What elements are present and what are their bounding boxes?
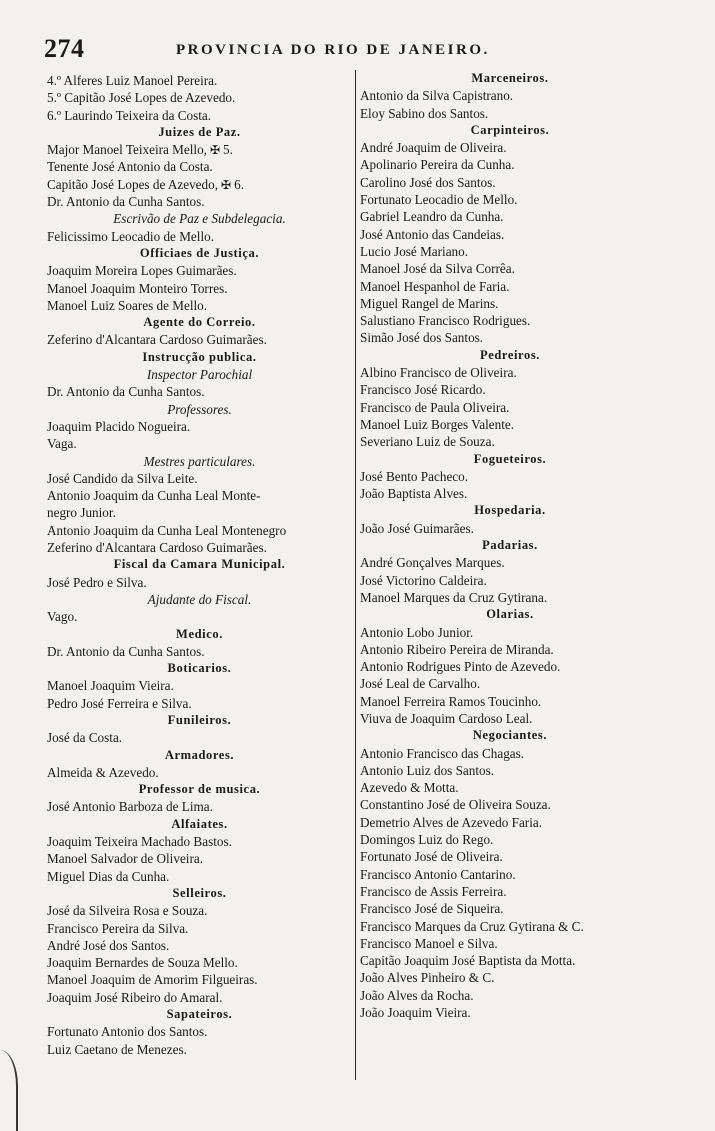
section-heading (360, 502, 660, 519)
entry-text: Miguel Dias da Cunha. (47, 868, 170, 884)
directory-entry (360, 554, 660, 571)
directory-entry (47, 383, 352, 400)
entry-number: 5. (223, 142, 233, 158)
entry-text: André José dos Santos. (47, 937, 170, 953)
entry-text: Selleiros. (172, 885, 227, 900)
entry-text: Agente do Correio. (143, 315, 256, 330)
entry-text: José Antonio das Candeias. (360, 226, 505, 242)
directory-entry (360, 762, 660, 779)
entry-text: Mestres particulares. (143, 453, 256, 469)
directory-entry (47, 574, 352, 591)
directory-entry (360, 399, 660, 416)
entry-text: Azevedo & Motta. (360, 780, 459, 796)
entry-text: Hospedaria. (474, 503, 546, 518)
page-header (44, 34, 664, 66)
entry-text: Domingos Luiz do Rego. (360, 832, 494, 848)
entry-text: Joaquim Placido Nogueira. (47, 418, 191, 434)
entry-text: Francisco Antonio Cantarino. (360, 866, 516, 882)
directory-entry (360, 641, 660, 658)
section-heading (360, 122, 660, 139)
entry-text: Antonio Rodrigues Pinto de Azevedo. (360, 659, 561, 675)
directory-entry (47, 798, 352, 815)
directory-entry (360, 381, 660, 398)
section-subheading (47, 401, 352, 418)
section-heading (47, 124, 352, 141)
entry-text: Gabriel Leandro da Cunha. (360, 209, 504, 225)
directory-entry (47, 937, 352, 954)
directory-entry (47, 850, 352, 867)
entry-text: Almeida & Azevedo. (47, 764, 159, 780)
section-heading (47, 816, 352, 833)
directory-entry (360, 243, 660, 260)
entry-text: Dr. Antonio da Cunha Santos. (47, 643, 205, 659)
entry-text: Francisco Manoel e Silva. (360, 935, 498, 951)
directory-entry (47, 470, 352, 487)
directory-entry (360, 866, 660, 883)
entry-text: Fortunato Antonio dos Santos. (47, 1024, 208, 1040)
entry-text: Antonio Joaquim da Cunha Leal Monte- (47, 488, 261, 504)
entry-text: Francisco José de Siqueira. (360, 901, 504, 917)
entry-text: Manoel Marques da Cruz Gytirana. (360, 589, 548, 605)
directory-entry (47, 971, 352, 988)
directory-entry (360, 987, 660, 1004)
directory-entry (360, 624, 660, 641)
directory-entry (47, 504, 352, 521)
directory-entry (47, 280, 352, 297)
directory-entry (360, 900, 660, 917)
entry-text: Manoel Luiz Borges Valente. (360, 416, 515, 432)
entry-text: José Antonio Barboza de Lima. (47, 799, 213, 815)
directory-entry (47, 539, 352, 556)
directory-entry (360, 433, 660, 450)
directory-entry (360, 364, 660, 381)
entry-text: Francisco José Ricardo. (360, 382, 486, 398)
entry-text: Marceneiros. (471, 71, 549, 85)
directory-entry (360, 779, 660, 796)
entry-text: Albino Francisco de Oliveira. (360, 365, 517, 381)
directory-entry (47, 176, 352, 193)
entry-text: Vago. (47, 609, 78, 625)
entry-text: José Candido da Silva Leite. (47, 470, 198, 486)
directory-entry (360, 1004, 660, 1021)
entry-text: Professor de musica. (138, 782, 261, 797)
entry-text: Vaga. (47, 436, 77, 452)
section-heading (47, 712, 352, 729)
entry-text: Luiz Caetano de Menezes. (47, 1041, 187, 1057)
directory-entry (360, 918, 660, 935)
directory-entry (47, 297, 352, 314)
directory-entry (360, 156, 660, 173)
directory-entry (360, 675, 660, 692)
directory-entry (47, 141, 352, 158)
entry-text: Constantino José de Oliveira Souza. (360, 797, 551, 813)
entry-text: Joaquim Teixeira Machado Bastos. (47, 834, 232, 850)
directory-entry (360, 105, 660, 122)
entry-text: negro Junior. (47, 505, 116, 521)
entry-text: Manoel Ferreira Ramos Toucinho. (360, 693, 542, 709)
directory-entry (47, 193, 352, 210)
entry-number: 6. (234, 176, 244, 192)
entry-text: Severiano Luiz de Souza. (360, 434, 495, 450)
entry-text: Pedreiros. (479, 347, 541, 362)
entry-text: Joaquim José Ribeiro do Amaral. (47, 989, 223, 1005)
section-heading (47, 245, 352, 262)
section-heading (360, 451, 660, 468)
directory-entry (360, 208, 660, 225)
entry-text: Simão José dos Santos. (360, 330, 484, 346)
directory-entry (47, 954, 352, 971)
entry-text: Capitão Joaquim José Baptista da Motta. (360, 953, 576, 969)
section-heading (360, 606, 660, 623)
entry-text: Professores. (167, 401, 232, 417)
directory-entry (360, 969, 660, 986)
section-heading (360, 537, 660, 554)
entry-text: Francisco Pereira da Silva. (47, 920, 189, 936)
directory-entry (47, 158, 352, 175)
left-column (47, 72, 352, 1058)
directory-entry (47, 262, 352, 279)
directory-entry (360, 468, 660, 485)
entry-text: Instrucção publica. (142, 349, 257, 364)
entry-text: Juizes de Paz. (158, 124, 241, 139)
entry-text: Alfaiates. (171, 816, 228, 831)
directory-entry (47, 608, 352, 625)
entry-text: José Victorino Caldeira. (360, 572, 487, 588)
section-subheading (47, 366, 352, 383)
entry-text: Felicissimo Leocadio de Mello. (47, 228, 215, 244)
entry-text: André Gonçalves Marques. (360, 555, 505, 571)
directory-entry (360, 139, 660, 156)
cross-symbol-icon: ✠ (221, 177, 232, 192)
directory-entry (47, 833, 352, 850)
directory-entry (47, 72, 352, 89)
section-subheading (47, 453, 352, 470)
directory-entry (360, 589, 660, 606)
entry-text: Antonio Ribeiro Pereira de Miranda. (360, 641, 554, 657)
cross-symbol-icon: ✠ (209, 143, 221, 158)
entry-text: Lucio José Mariano. (360, 243, 469, 259)
section-heading (47, 349, 352, 366)
directory-entry (47, 902, 352, 919)
section-heading (47, 781, 352, 798)
entry-text: Inspector Parochial (146, 367, 253, 383)
entry-text: Fortunato José de Oliveira. (360, 849, 503, 865)
section-heading (47, 660, 352, 677)
directory-entry (47, 764, 352, 781)
entry-text: Carpinteiros. (470, 122, 550, 137)
directory-entry (47, 868, 352, 885)
entry-text: José Bento Pacheco. (360, 468, 469, 484)
column-divider (355, 70, 356, 1080)
entry-text: Miguel Rangel de Marins. (360, 295, 499, 311)
directory-entry (360, 312, 660, 329)
section-heading (360, 727, 660, 744)
entry-text: Joaquim Moreira Lopes Guimarães. (47, 263, 237, 279)
entry-text: João José Guimarães. (360, 520, 474, 536)
entry-text: Manoel Hespanhol de Faria. (360, 278, 510, 294)
directory-entry (360, 416, 660, 433)
section-heading (47, 747, 352, 764)
entry-text: Funileiros. (167, 712, 232, 727)
entry-text: 5.º Capitão José Lopes de Azevedo. (47, 90, 236, 106)
entry-text: Antonio Luiz dos Santos. (360, 762, 495, 778)
directory-entry (360, 329, 660, 346)
section-heading (47, 626, 352, 643)
entry-text: Dr. Antonio da Cunha Santos. (47, 194, 205, 210)
entry-text: Zeferino d'Alcantara Cardoso Guimarães. (47, 540, 267, 556)
entry-text: Joaquim Bernardes de Souza Mello. (47, 955, 238, 971)
entry-text: Fiscal da Camara Municipal. (113, 557, 286, 572)
directory-entry (360, 710, 660, 727)
entry-text: Zeferino d'Alcantara Cardoso Guimarães. (47, 332, 267, 348)
directory-entry (360, 745, 660, 762)
section-heading (47, 314, 352, 331)
directory-entry (360, 952, 660, 969)
directory-entry (360, 520, 660, 537)
entry-text: Antonio Joaquim da Cunha Leal Montenegro (47, 522, 287, 538)
page-edge-shadow (0, 1050, 18, 1131)
entry-text: Armadores. (164, 747, 235, 762)
directory-entry (360, 831, 660, 848)
directory-entry (360, 260, 660, 277)
entry-text: 4.º Alferes Luiz Manoel Pereira. (47, 73, 218, 88)
entry-text: Major Manoel Teixeira Mello, (47, 142, 207, 158)
entry-text: Salustiano Francisco Rodrigues. (360, 313, 531, 329)
entry-text: Officiaes de Justiça. (139, 245, 260, 260)
page-number: 274 (44, 34, 85, 63)
entry-text: José Leal de Carvalho. (360, 676, 481, 692)
section-heading (47, 885, 352, 902)
entry-text: Demetrio Alves de Azevedo Faria. (360, 814, 543, 830)
entry-text: Medico. (176, 626, 223, 641)
section-heading (47, 1006, 352, 1023)
entry-text: Dr. Antonio da Cunha Santos. (47, 384, 205, 400)
entry-text: Francisco de Paula Oliveira. (360, 399, 510, 415)
directory-entry (47, 435, 352, 452)
directory-entry (47, 89, 352, 106)
directory-entry (360, 278, 660, 295)
directory-entry (360, 226, 660, 243)
directory-entry (360, 883, 660, 900)
directory-entry (360, 848, 660, 865)
directory-entry (360, 935, 660, 952)
directory-entry (360, 191, 660, 208)
directory-entry (360, 572, 660, 589)
section-heading (47, 556, 352, 573)
entry-text: Ajudante do Fiscal. (147, 591, 252, 607)
entry-text: João Alves da Rocha. (360, 987, 474, 1003)
directory-entry (47, 1023, 352, 1040)
entry-text: João Joaquim Vieira. (360, 1005, 471, 1021)
directory-entry (47, 695, 352, 712)
directory-entry (360, 693, 660, 710)
entry-text: Francisco Marques da Cruz Gytirana & C. (360, 918, 584, 934)
entry-text: Manoel Luiz Soares de Mello. (47, 297, 208, 313)
right-column (360, 70, 660, 1021)
directory-entry (47, 643, 352, 660)
entry-text: Manoel Salvador de Oliveira. (47, 851, 204, 867)
entry-text: Carolino José dos Santos. (360, 174, 496, 190)
entry-text: 6.º Laurindo Teixeira da Costa. (47, 107, 212, 123)
directory-entry (360, 87, 660, 104)
entry-text: José da Silveira Rosa e Souza. (47, 903, 208, 919)
entry-text: Manoel Joaquim Monteiro Torres. (47, 280, 228, 296)
entry-text: José Pedro e Silva. (47, 574, 147, 590)
entry-text: Francisco de Assis Ferreira. (360, 883, 507, 899)
entry-text: Olarias. (486, 607, 534, 622)
entry-text: Manoel Joaquim Vieira. (47, 678, 174, 694)
section-subheading (47, 591, 352, 608)
directory-entry (360, 174, 660, 191)
entry-text: Escrivão de Paz e Subdelegacia. (113, 211, 286, 227)
entry-text: Antonio da Silva Capistrano. (360, 88, 514, 104)
entry-text: Capitão José Lopes de Azevedo, (47, 176, 219, 192)
running-title: PROVINCIA DO RIO DE JANEIRO. (176, 42, 490, 58)
directory-entry (47, 418, 352, 435)
directory-entry (360, 796, 660, 813)
entry-text: André Joaquim de Oliveira. (360, 140, 507, 156)
entry-text: Apolinario Pereira da Cunha. (360, 157, 515, 173)
directory-entry (360, 295, 660, 312)
directory-entry (47, 729, 352, 746)
directory-entry (47, 1041, 352, 1058)
entry-text: Antonio Lobo Junior. (360, 624, 474, 640)
directory-entry (360, 485, 660, 502)
directory-entry (47, 522, 352, 539)
directory-entry (47, 331, 352, 348)
entry-text: Boticarios. (167, 661, 232, 676)
section-heading (360, 347, 660, 364)
entry-text: Antonio Francisco das Chagas. (360, 745, 525, 761)
directory-entry (360, 814, 660, 831)
entry-text: Manoel Joaquim de Amorim Filgueiras. (47, 972, 258, 988)
directory-entry (47, 107, 352, 124)
section-subheading (47, 210, 352, 227)
entry-text: João Alves Pinheiro & C. (360, 970, 495, 986)
entry-text: José da Costa. (47, 730, 123, 746)
entry-text: Pedro José Ferreira e Silva. (47, 695, 192, 711)
directory-entry (47, 228, 352, 245)
directory-entry (47, 920, 352, 937)
directory-entry (47, 487, 352, 504)
entry-text: Negociantes. (472, 728, 548, 743)
entry-text: Eloy Sabino dos Santos. (360, 105, 489, 121)
entry-text: Viuva de Joaquim Cardoso Leal. (360, 710, 533, 726)
directory-entry (47, 677, 352, 694)
directory-entry (47, 989, 352, 1006)
entry-text: Manoel José da Silva Corrêa. (360, 261, 515, 277)
entry-text: Padarias. (482, 538, 538, 553)
entry-text: Fogueteiros. (473, 451, 547, 466)
entry-text: João Baptista Alves. (360, 486, 468, 502)
section-heading (360, 70, 660, 87)
directory-entry (360, 658, 660, 675)
entry-text: Fortunato Leocadio de Mello. (360, 192, 518, 208)
entry-text: Sapateiros. (166, 1007, 233, 1022)
entry-text: Tenente José Antonio da Costa. (47, 159, 213, 175)
